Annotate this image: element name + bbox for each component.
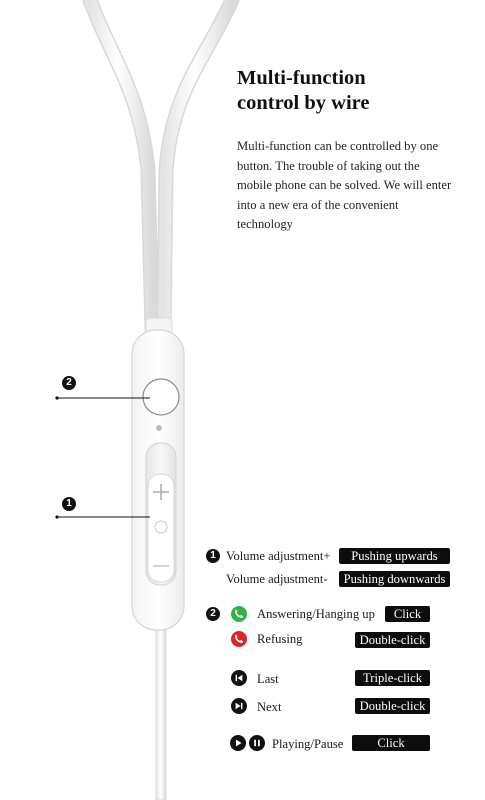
control-action-last: Triple-click <box>355 670 430 686</box>
volume-down-label: Volume adjustment- <box>226 572 328 586</box>
pause-icon <box>249 735 265 751</box>
control-label-answer: Answering/Hanging up <box>257 607 375 621</box>
control-label-play-pause: Playing/Pause <box>272 737 344 751</box>
callout-marker-button: 2 <box>62 376 76 390</box>
callout-marker-volume: 1 <box>62 497 76 511</box>
play-pause-icon <box>230 735 266 751</box>
right-cable <box>164 0 232 330</box>
control-action-refuse: Double-click <box>355 632 430 648</box>
phone-answer-icon <box>231 606 247 622</box>
control-action-play-pause: Click <box>352 735 430 751</box>
previous-track-icon <box>231 670 247 686</box>
bottom-cable <box>156 630 166 800</box>
play-icon <box>230 735 246 751</box>
volume-down-action: Pushing downwards <box>339 571 450 587</box>
control-action-next: Double-click <box>355 698 430 714</box>
control-action-answer: Click <box>385 606 430 622</box>
multi-function-button <box>143 379 179 415</box>
next-track-icon <box>231 698 247 714</box>
title-line-2: control by wire <box>237 92 370 114</box>
description-text: Multi-function can be controlled by one button. The trouble of taking out the mobile phone can be solved. We will enter into a new era of the convenient technology <box>237 139 452 232</box>
volume-up-label: Volume adjustment+ <box>226 549 331 563</box>
volume-section-marker: 1 <box>206 549 220 563</box>
page-title <box>237 66 467 116</box>
title-line-1: Multi-function <box>237 67 366 89</box>
phone-refuse-icon <box>231 631 247 647</box>
control-label-next: Next <box>257 700 282 714</box>
volume-up-action: Pushing upwards <box>339 548 450 564</box>
controls-section-marker: 2 <box>206 607 220 621</box>
control-label-last: Last <box>257 672 279 686</box>
control-label-refuse: Refusing <box>257 632 303 646</box>
mic-hole <box>156 425 162 431</box>
